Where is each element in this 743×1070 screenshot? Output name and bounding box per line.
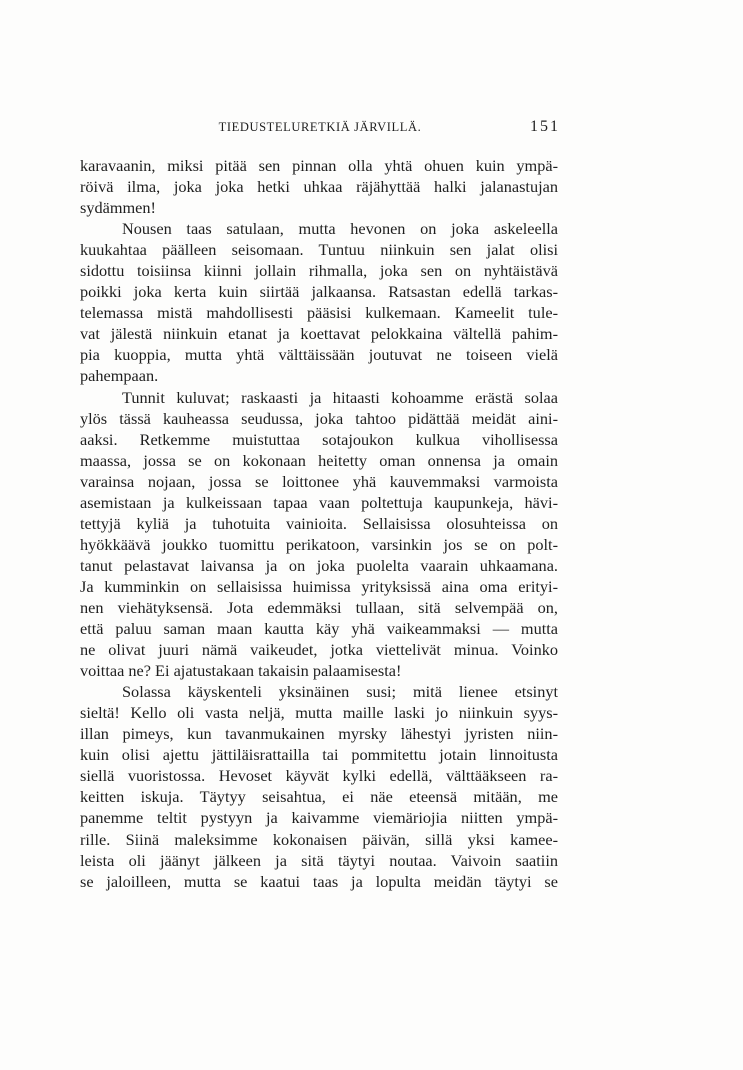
text-line: nen viehätyksensä. Jota edemmäksi tullaan, sitä selvempää on, bbox=[80, 597, 558, 617]
page-number: 151 bbox=[530, 118, 560, 135]
text-line: tettyjä kyliä ja tuhotuita vainioita. Sellaisissa olosuhteissa on bbox=[80, 513, 558, 533]
text-line: pia kuoppia, mutta yhtä välttäissään joutuvat ne toiseen vielä bbox=[80, 345, 558, 365]
text-line: Ja kumminkin on sellaisissa huimissa yrityksissä aina oma erityi- bbox=[80, 576, 558, 596]
text-line: kuin olisi ajettu jättiläisrattailla tai pommitettu jotain linnoitusta bbox=[80, 745, 558, 765]
text-line: varainsa nojaan, jossa se loittonee yhä kauvemmaksi varmoista bbox=[80, 471, 558, 491]
text-line: aaksi. Retkemme muistuttaa sotajoukon kulkua vihollisessa bbox=[80, 429, 558, 449]
text-line: rille. Siinä maleksimme kokonaisen päivän, sillä yksi kamee- bbox=[80, 829, 558, 849]
text-line: röivä ilma, joka joka hetki uhkaa räjähyttää halki jalanastujan bbox=[80, 177, 558, 197]
text-line: tanut pelastavat laivansa ja on joka puolelta vaarain uhkaamana. bbox=[80, 555, 558, 575]
text-line: Solassa käyskenteli yksinäinen susi; mitä lienee etsinyt bbox=[122, 682, 558, 702]
text-line: hyökkäävä joukko tuomittu perikatoon, varsinkin jos se on polt- bbox=[80, 534, 558, 554]
text-line: voittaa ne? Ei ajatustakaan takaisin palaamisesta! bbox=[80, 661, 402, 681]
body-text bbox=[80, 155, 558, 892]
text-line: panemme teltit pystyyn ja kaivamme viemäriojia niitten ympä- bbox=[80, 808, 558, 828]
text-line: sidottu toisiinsa kiinni jollain rihmalla, joka sen on nyhtäistävä bbox=[80, 261, 558, 281]
text-line: Nousen taas satulaan, mutta hevonen on joka askeleella bbox=[122, 219, 558, 239]
text-line: sydämmen! bbox=[80, 198, 156, 218]
text-line: ne olivat juuri nämä vaikeudet, jotka viettelivät minua. Voinko bbox=[80, 640, 558, 660]
text-line: telemassa mistä mahdollisesti pääsisi kulkemaan. Kameelit tule- bbox=[80, 303, 558, 323]
text-line: poikki joka kerta kuin siirtää jalkaansa. Ratsastan edellä tarkas- bbox=[80, 282, 558, 302]
text-line: karavaanin, miksi pitää sen pinnan olla yhtä ohuen kuin ympä- bbox=[80, 156, 558, 175]
text-line: kuukahtaa päälleen seisomaan. Tuntuu niinkuin sen jalat olisi bbox=[80, 240, 558, 260]
text-line: vat jälestä niinkuin etanat ja koettavat pelokkaina vältellä pahim- bbox=[80, 324, 558, 344]
text-line: maassa, jossa se on kokonaan heitetty oman onnensa ja omain bbox=[80, 450, 558, 470]
text-line: illan pimeys, kun tavanmukainen myrsky lähestyi jyristen niin- bbox=[80, 724, 558, 744]
text-line: pahempaan. bbox=[80, 366, 159, 386]
text-line: siellä vuoristossa. Hevoset käyvät kylki edellä, välttääkseen ra- bbox=[80, 766, 558, 786]
text-line: leista oli jäänyt jälkeen ja sitä täytyi noutaa. Vaivoin saatiin bbox=[80, 850, 558, 870]
text-line: keitten iskuja. Täytyy seisahtua, ei näe eteensä mitään, me bbox=[80, 787, 558, 807]
text-line: Tunnit kuluvat; raskaasti ja hitaasti kohoamme erästä solaa bbox=[122, 387, 558, 407]
text-line: se jaloilleen, mutta se kaatui taas ja lopulta meidän täytyi se bbox=[80, 871, 558, 891]
running-head bbox=[80, 120, 560, 140]
chapter-title: TIEDUSTELURETKIÄ JÄRVILLÄ. bbox=[218, 120, 422, 134]
text-line: asemistaan ja kulkeissaan tapaa vaan poltettuja kaupunkeja, hävi- bbox=[80, 492, 558, 512]
text-line: että paluu saman maan kautta käy yhä vaikeammaksi — mutta bbox=[80, 619, 558, 639]
text-line: ylös tässä kauheassa seudussa, joka tahtoo pidättää meidät aini- bbox=[80, 408, 558, 428]
text-line: sieltä! Kello oli vasta neljä, mutta maille laski jo niinkuin syys- bbox=[80, 703, 558, 723]
